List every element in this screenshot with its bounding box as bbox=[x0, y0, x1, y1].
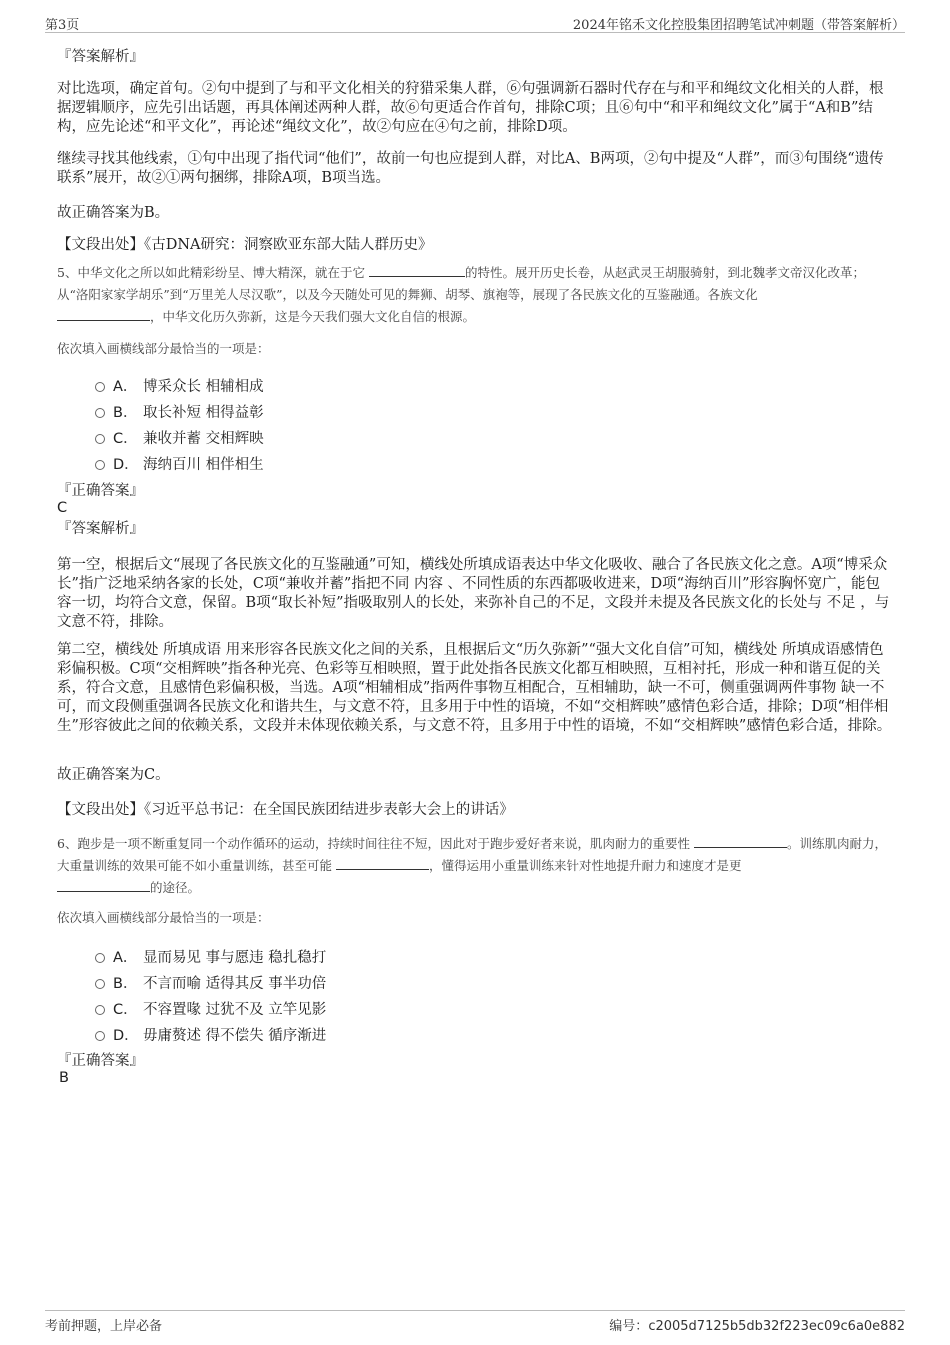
q5-correct-answer: C bbox=[57, 500, 68, 516]
q4-analysis-paragraph-1: 对比选项，确定首句。②句中提到了与和平文化相关的狩猎采集人群，⑥句强调新石器时代存在与和平和绳纹文化相关的人群，根据逻辑顺序，应先引出话题，再具体阐述两种人群，故⑥句更适合作首句，排除C项；且⑥句中“和平和绳纹文化”属于“A和B”结构，应先论述“和平文化”，再论述“绳纹文化”，故②句应在④句之前，排除D项。 bbox=[57, 81, 884, 135]
q4-answer-statement: 故正确答案为B。 bbox=[57, 205, 170, 221]
q5-option-b[interactable]: B． 取长补短 相得益彰 bbox=[95, 401, 264, 422]
q6-option-d[interactable]: D． 毋庸赘述 得不偿失 循序渐进 bbox=[95, 1024, 326, 1045]
q5-option-a[interactable]: A． 博采众长 相辅相成 bbox=[95, 375, 264, 396]
q5-option-c[interactable]: C． 兼收并蓄 交相辉映 bbox=[95, 427, 264, 448]
q6-option-b[interactable]: B． 不言而喻 适得其反 事半功倍 bbox=[95, 972, 326, 993]
q5-source: 【文段出处】《习近平总书记：在全国民族团结进步表彰大会上的讲话》 bbox=[57, 802, 514, 818]
q6-option-a[interactable]: A． 显而易见 事与愿违 稳扎稳打 bbox=[95, 946, 326, 967]
q6-stem: 6、跑步是一项不断重复同一个动作循环的运动，持续时间往往不短，因此对于跑步爱好者来说，肌肉耐力的重要性 。训练肌肉耐力，大重量训练的效果可能不如小重量训练，甚至可能 ，懂得运用小重量训练来针对性地提升耐力和速度才是更 的途径。 bbox=[57, 836, 887, 895]
q6-blank-3 bbox=[57, 879, 150, 892]
q5-blank-1 bbox=[369, 264, 465, 277]
radio-icon[interactable] bbox=[95, 460, 105, 470]
radio-icon[interactable] bbox=[95, 1031, 105, 1041]
q5-answer-statement: 故正确答案为C。 bbox=[57, 767, 170, 783]
q6-blank-2 bbox=[336, 857, 429, 870]
q5-analysis-paragraph-2: 第二空，横线处 所填成语 用来形容各民族文化之间的关系，且根据后文“历久弥新”“强大文化自信”可知，横线处 所填成语感情色彩偏积极。C项“交相辉映”指各种光亮、色彩等互相映照，置于此处指各民族文化都互相映照，互相衬托，形成一种和谐互促的关系，符合文意，且感情色彩偏积极，当选。A项“相辅相成”指两件事物互相配合，互相辅助，缺一不可，侧重强调两件事物 缺一不可，而文段侧重强调各民族文化和谐共生，与文意不符，且多用于中性的语境，不如“交相辉映”感情色彩合适，排除；D项“相伴相生”形容彼此之间的依赖关系，文段并未体现依赖关系，与文意不符，且多用于中性的语境，不如“交相辉映”感情色彩合适，排除。 bbox=[57, 642, 892, 734]
document-title: 2024年铭禾文化控股集团招聘笔试冲刺题（带答案解析） bbox=[572, 18, 905, 33]
q5-blank-2 bbox=[57, 308, 150, 321]
footer-slogan: 考前押题，上岸必备 bbox=[45, 1319, 163, 1334]
q6-prompt: 依次填入画横线部分最恰当的一项是： bbox=[57, 910, 270, 925]
document-code: 编号：c2005d7125b5db32f223ec09c6a0e882 bbox=[609, 1319, 905, 1334]
page-footer bbox=[45, 1310, 905, 1337]
q5-analysis-paragraph-1: 第一空，根据后文“展现了各民族文化的互鉴融通”可知，横线处所填成语表达中华文化吸收、融合了各民族文化之意。A项“博采众长”指广泛地采纳各家的长处，C项“兼收并蓄”指把不同 内容 、不同性质的东西都吸收进来，D项“海纳百川”形容胸怀宽广，能包容一切，均符合文意，保留。B项“取长补短”指吸取别人的长处，来弥补自己的不足，文段并未提及各民族文化的长处与 不足 ，与文意不符，排除。 bbox=[57, 557, 890, 630]
q5-stem: 5、中华文化之所以如此精彩纷呈、博大精深，就在于它 的特性。展开历史长卷，从赵武灵王胡服骑射，到北魏孝文帝汉化改革；从“洛阳家家学胡乐”到“万里羌人尽汉歌”，以及今天随处可见的舞狮、胡琴、旗袍等，展现了各民族文化的互鉴融通。各族文化 ，中华文化历久弥新，这是今天我们强大文化自信的根源。 bbox=[57, 265, 865, 324]
radio-icon[interactable] bbox=[95, 434, 105, 444]
radio-icon[interactable] bbox=[95, 382, 105, 392]
q6-option-c[interactable]: C． 不容置喙 过犹不及 立竿见影 bbox=[95, 998, 326, 1019]
q4-analysis-heading: 『答案解析』 bbox=[57, 49, 144, 65]
q5-option-d[interactable]: D． 海纳百川 相伴相生 bbox=[95, 453, 264, 474]
radio-icon[interactable] bbox=[95, 979, 105, 989]
q5-analysis-heading: 『答案解析』 bbox=[57, 521, 144, 537]
radio-icon[interactable] bbox=[95, 408, 105, 418]
q6-blank-1 bbox=[694, 835, 787, 848]
page-number: 第3页 bbox=[45, 18, 80, 33]
q5-correct-heading: 『正确答案』 bbox=[57, 483, 144, 499]
q5-prompt: 依次填入画横线部分最恰当的一项是： bbox=[57, 341, 270, 356]
q6-correct-answer: B bbox=[59, 1070, 69, 1086]
q4-analysis-paragraph-2: 继续寻找其他线索，①句中出现了指代词“他们”，故前一句也应提到人群，对比A、B两项，②句中提及“人群”，而③句围绕“遗传联系”展开，故②①两句捆绑，排除A项，B项当选。 bbox=[57, 151, 884, 186]
page-header bbox=[45, 10, 905, 33]
q4-source: 【文段出处】《古DNA研究：洞察欧亚东部大陆人群历史》 bbox=[57, 237, 433, 253]
radio-icon[interactable] bbox=[95, 1005, 105, 1015]
q6-correct-heading: 『正确答案』 bbox=[57, 1053, 144, 1069]
radio-icon[interactable] bbox=[95, 953, 105, 963]
